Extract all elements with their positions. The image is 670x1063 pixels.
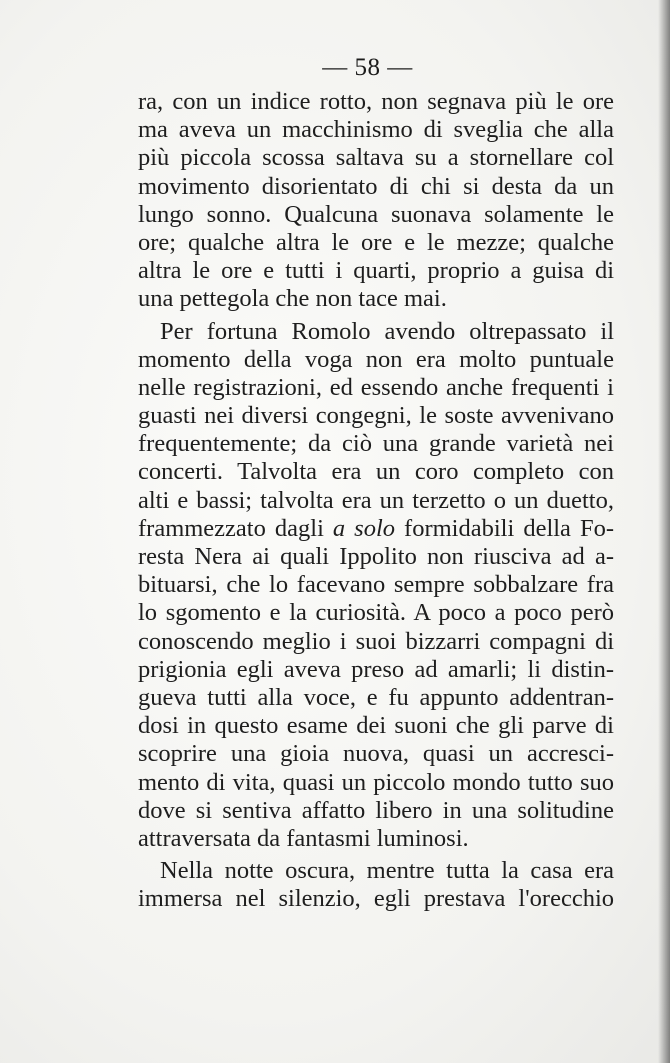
text-line: altra le ore e tutti i quarti, proprio a guisa di bbox=[138, 257, 614, 285]
text-line: frequentemente; da ciò una grande varietà nei bbox=[138, 430, 614, 458]
text-line: nelle registrazioni, ed essendo anche frequenti i bbox=[138, 373, 614, 401]
text-line: conoscendo meglio i suoi bizzarri compagni di bbox=[138, 627, 614, 655]
body-text bbox=[138, 88, 614, 913]
text-line: ore; qualche altra le ore e le mezze; qualche bbox=[138, 228, 614, 256]
paragraph bbox=[138, 318, 614, 854]
text-line: attraversata da fantasmi luminosi. bbox=[138, 824, 469, 852]
text-line: lo sgomento e la curiosità. A poco a poco però bbox=[138, 599, 614, 627]
paragraph bbox=[138, 857, 614, 913]
text-line: concerti. Talvolta era un coro completo con bbox=[138, 458, 614, 486]
text-line: lungo sonno. Qualcuna suonava solamente le bbox=[138, 200, 614, 228]
text-line: guasti nei diversi congegni, le soste avvenivano bbox=[138, 402, 614, 430]
text-line: mento di vita, quasi un piccolo mondo tutto suo bbox=[138, 768, 614, 796]
text-line: Per fortuna Romolo avendo oltrepassato il bbox=[160, 317, 614, 345]
text-line: alti e bassi; talvolta era un terzetto o un duetto, bbox=[138, 486, 614, 514]
text-line: Nella notte oscura, mentre tutta la casa era bbox=[160, 857, 614, 885]
text-line: bituarsi, che lo facevano sempre sobbalzare fra bbox=[138, 571, 614, 599]
text-line: prigionia egli aveva preso ad amarli; li distin- bbox=[138, 655, 614, 683]
text-line: una pettegola che non tace mai. bbox=[138, 285, 447, 313]
text-line: frammezzato dagli a solo formidabili della Fo- bbox=[138, 514, 614, 542]
text-line: dove si sentiva affatto libero in una solitudine bbox=[138, 796, 614, 824]
text-line: ma aveva un macchinismo di sveglia che alla bbox=[138, 116, 614, 144]
text-line: movimento disorientato di chi si desta da un bbox=[138, 172, 614, 200]
text-line: momento della voga non era molto puntuale bbox=[138, 345, 614, 373]
text-line: immersa nel silenzio, egli prestava l'orecchio bbox=[138, 885, 614, 913]
page-edge-shadow bbox=[658, 0, 670, 1063]
text-line: più piccola scossa saltava su a stornellare col bbox=[138, 144, 614, 172]
page-number: — 58 — bbox=[322, 54, 413, 81]
text-line: ra, con un indice rotto, non segnava più le ore bbox=[138, 88, 614, 115]
text-line: gueva tutti alla voce, e fu appunto addentran- bbox=[138, 683, 614, 711]
text-line: resta Nera ai quali Ippolito non riusciva ad a- bbox=[138, 543, 614, 570]
text-line: dosi in questo esame dei suoni che gli parve di bbox=[138, 712, 614, 740]
text-line: scoprire una gioia nuova, quasi un accresci- bbox=[138, 740, 614, 768]
paragraph bbox=[138, 88, 614, 314]
